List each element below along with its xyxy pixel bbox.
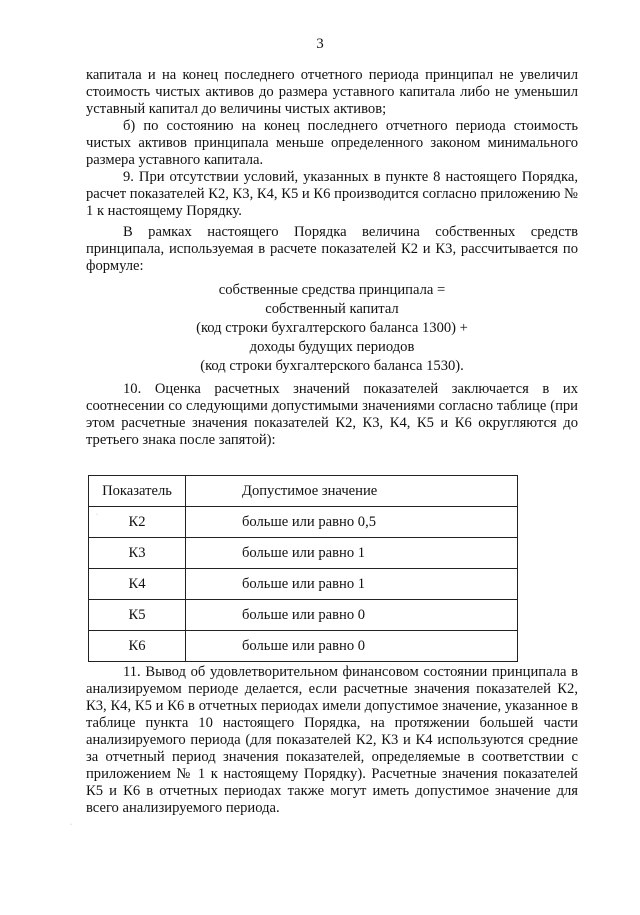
table-cell-indicator: К4 (89, 569, 186, 600)
table-header-cell: Показатель (89, 476, 186, 507)
values-table (88, 475, 518, 662)
formula-line: доходы будущих периодов (249, 339, 415, 355)
page-number: 3 (316, 36, 324, 52)
formula-line: собственный капитал (265, 301, 399, 317)
paragraph-continuation: капитала и на конец последнего отчетного периода принципал не увеличил стоимость чистых активов до размера уставного капитала либо не уменьшил уставный капитал до величины чистых активов; (86, 67, 578, 117)
paragraph-10-block (86, 381, 578, 449)
paragraph-10: 10. Оценка расчетных значений показателей заключается в их соотнесении со следующими допустимыми значениями согласно таблице (при этом расчетные значения показателей К2, К3, К4, К5 и К6 округляются до третьего знака после запятой): (86, 381, 578, 448)
table-cell-value: больше или равно 1 (186, 538, 518, 569)
paragraph-own-funds: В рамках настоящего Порядка величина собственных средств принципала, используемая в расчете показателей К2 и К3, рассчитывается по формуле: (86, 224, 578, 274)
table-row (89, 507, 518, 538)
formula-line: (код строки бухгалтерского баланса 1530). (200, 358, 464, 374)
scan-speck: · (70, 822, 72, 828)
table-header-cell: Допустимое значение (186, 476, 518, 507)
text-block-top (86, 67, 578, 275)
paragraph-11: 11. Вывод об удовлетворительном финансовом состоянии принципала в анализируемом периоде делается, если расчетные значения показателей К2, К3, К4, К5 и К6 в отчетных периодах имели допустимое значение, указанное в таблице пункта 10 настоящего Порядка, на протяжении большей части анализируемого периода (для показателей К2, К3 и К4 используются средние за отчетный период значения показателей, определяемые в соответствии с приложением № 1 к настоящему Порядку). Расчетные значения показателей К5 и К6 в отчетных периодах также могут иметь допустимое значение для всего анализируемого периода. (86, 664, 578, 816)
table-cell-value: больше или равно 0,5 (186, 507, 518, 538)
table-cell-value: больше или равно 0 (186, 600, 518, 631)
table-cell-indicator: К6 (89, 631, 186, 662)
table-cell-value: больше или равно 0 (186, 631, 518, 662)
paragraph-11-block (86, 664, 578, 817)
table-row (89, 600, 518, 631)
scan-speck: · (96, 512, 98, 518)
table-row (89, 569, 518, 600)
formula-line: собственные средства принципала = (218, 282, 446, 298)
paragraph-9: 9. При отсутствии условий, указанных в пункте 8 настоящего Порядка, расчет показателей К2, К3, К4, К5 и К6 производится согласно приложению № 1 к настоящему Порядку. (86, 169, 578, 219)
table-row (89, 538, 518, 569)
paragraph-b: б) по состоянию на конец последнего отчетного периода стоимость чистых активов принципала меньше определенного законом минимального размера уставного капитала. (86, 118, 578, 168)
formula-line: (код строки бухгалтерского баланса 1300) + (196, 320, 468, 336)
table-row (89, 631, 518, 662)
table-cell-indicator: К5 (89, 600, 186, 631)
table-header-row (89, 476, 518, 507)
table-cell-indicator: К3 (89, 538, 186, 569)
table-cell-value: больше или равно 1 (186, 569, 518, 600)
formula-block (86, 281, 578, 376)
table-cell-indicator: К2 (89, 507, 186, 538)
